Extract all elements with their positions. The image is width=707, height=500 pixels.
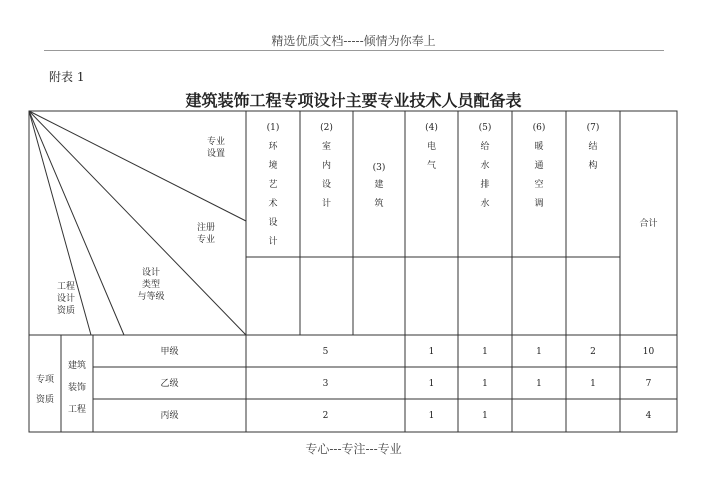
column-name: 给 水 排 水 [480, 142, 490, 209]
column-name: 环 境 艺 术 设 计 [268, 142, 278, 247]
page-header: 精选优质文档-----倾情为你奉上 [271, 34, 436, 48]
grade-cell: 丙级 [160, 411, 179, 421]
column-number: (7) [586, 123, 600, 133]
column-number: (1) [266, 123, 280, 133]
electric-count-cell: 1 [428, 347, 435, 357]
water-count-cell: 1 [482, 411, 488, 421]
water-count-cell: 1 [482, 347, 488, 357]
structure-count-cell: 1 [590, 379, 596, 389]
column-number: (4) [425, 123, 438, 133]
grade-cell: 乙级 [160, 379, 179, 389]
column-name: 室 内 设 计 [321, 142, 331, 209]
total-count-cell: 10 [642, 347, 655, 357]
column-name: 暖 通 空 调 [534, 142, 544, 209]
appendix-label: 附表 1 [49, 70, 85, 84]
total-header: 合计 [639, 219, 658, 229]
design-count-cell: 2 [322, 411, 329, 421]
column-number: (6) [532, 123, 546, 133]
electric-count-cell: 1 [428, 411, 435, 421]
column-number: (3) [372, 163, 386, 173]
column-name: 电 气 [426, 142, 436, 171]
table-title: 建筑装饰工程专项设计主要专业技术人员配备表 [185, 91, 522, 110]
row-group-outer-label: 专项 资质 [35, 375, 54, 405]
design-count-cell: 3 [322, 379, 329, 389]
page-footer: 专心---专注---专业 [305, 442, 402, 456]
hvac-count-cell: 1 [536, 347, 542, 357]
water-count-cell: 1 [482, 379, 488, 389]
diag-qualification: 工程 设计 资质 [56, 282, 75, 316]
electric-count-cell: 1 [428, 379, 435, 389]
diag-specialty-setting: 专业 设置 [206, 137, 225, 159]
design-count-cell: 5 [322, 347, 329, 357]
grade-cell: 甲级 [160, 347, 179, 357]
column-number: (5) [478, 123, 492, 133]
diag-registered-specialty: 注册 专业 [196, 223, 215, 245]
structure-count-cell: 2 [590, 347, 596, 357]
hvac-count-cell: 1 [536, 379, 542, 389]
column-name: 建 筑 [374, 180, 384, 209]
row-group-inner-label: 建筑 装饰 工程 [67, 361, 86, 415]
column-number: (2) [320, 123, 333, 133]
total-count-cell: 7 [645, 379, 652, 389]
column-name: 结 构 [588, 142, 598, 171]
total-count-cell: 4 [645, 411, 652, 421]
diag-design-type-grade: 设计 类型 与等级 [137, 268, 165, 302]
